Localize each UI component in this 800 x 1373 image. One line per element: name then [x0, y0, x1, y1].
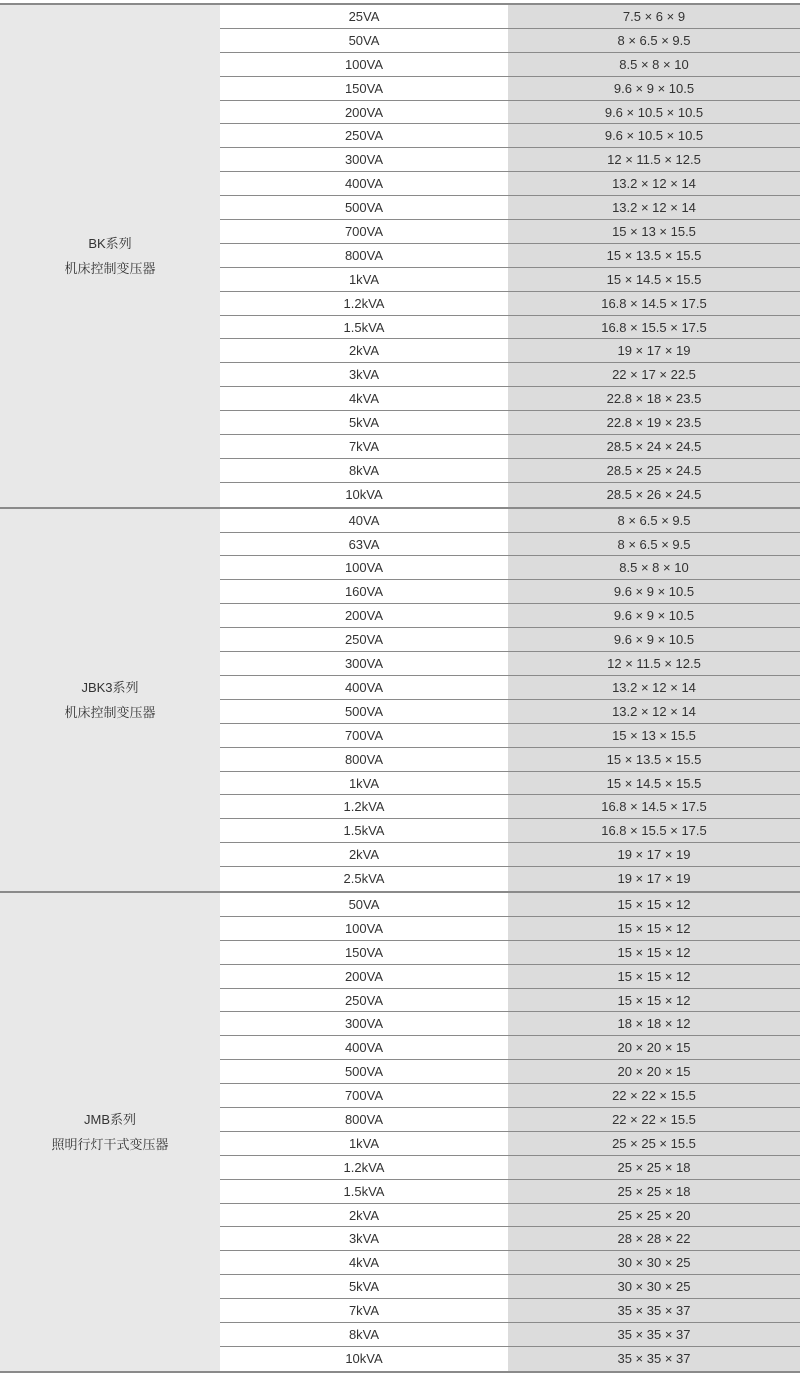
- series-label: [0, 893, 220, 1371]
- dimension-cell: 12 × 11.5 × 12.5: [508, 148, 800, 171]
- table-row: [220, 1156, 800, 1180]
- series-group: [0, 509, 800, 893]
- table-row: [220, 292, 800, 316]
- table-row: [220, 941, 800, 965]
- capacity-cell: 3kVA: [220, 363, 508, 386]
- dimension-cell: 9.6 × 10.5 × 10.5: [508, 101, 800, 124]
- table-row: [220, 652, 800, 676]
- table-row: [220, 1036, 800, 1060]
- capacity-cell: 5kVA: [220, 411, 508, 434]
- dimension-cell: 13.2 × 12 × 14: [508, 196, 800, 219]
- dimension-cell: 15 × 15 × 12: [508, 965, 800, 988]
- capacity-cell: 5kVA: [220, 1275, 508, 1298]
- dimension-cell: 16.8 × 14.5 × 17.5: [508, 795, 800, 818]
- table-row: [220, 965, 800, 989]
- table-row: [220, 604, 800, 628]
- capacity-cell: 1.2kVA: [220, 795, 508, 818]
- dimension-cell: 35 × 35 × 37: [508, 1347, 800, 1371]
- dimension-cell: 30 × 30 × 25: [508, 1275, 800, 1298]
- table-row: [220, 1012, 800, 1036]
- dimension-cell: 15 × 15 × 12: [508, 893, 800, 916]
- table-row: [220, 917, 800, 941]
- series-name: BK系列: [88, 235, 132, 251]
- dimension-cell: 35 × 35 × 37: [508, 1299, 800, 1322]
- capacity-cell: 1kVA: [220, 772, 508, 795]
- transformer-dimension-table: [0, 3, 800, 1373]
- table-row: [220, 533, 800, 557]
- dimension-cell: 25 × 25 × 15.5: [508, 1132, 800, 1155]
- table-row: [220, 1347, 800, 1371]
- dimension-cell: 7.5 × 6 × 9: [508, 5, 800, 28]
- table-row: [220, 1227, 800, 1251]
- capacity-cell: 700VA: [220, 1084, 508, 1107]
- capacity-cell: 100VA: [220, 917, 508, 940]
- dimension-cell: 15 × 15 × 12: [508, 941, 800, 964]
- table-row: [220, 819, 800, 843]
- table-row: [220, 1132, 800, 1156]
- table-row: [220, 435, 800, 459]
- dimension-cell: 9.6 × 9 × 10.5: [508, 604, 800, 627]
- dimension-cell: 15 × 14.5 × 15.5: [508, 772, 800, 795]
- dimension-cell: 15 × 13.5 × 15.5: [508, 748, 800, 771]
- table-row: [220, 363, 800, 387]
- capacity-cell: 800VA: [220, 748, 508, 771]
- dimension-cell: 16.8 × 15.5 × 17.5: [508, 316, 800, 339]
- table-row: [220, 893, 800, 917]
- dimension-cell: 9.6 × 10.5 × 10.5: [508, 124, 800, 147]
- dimension-cell: 28.5 × 26 × 24.5: [508, 483, 800, 507]
- capacity-cell: 1.5kVA: [220, 819, 508, 842]
- dimension-cell: 9.6 × 9 × 10.5: [508, 77, 800, 100]
- capacity-cell: 63VA: [220, 533, 508, 556]
- dimension-cell: 8.5 × 8 × 10: [508, 53, 800, 76]
- dimension-cell: 19 × 17 × 19: [508, 339, 800, 362]
- dimension-cell: 19 × 17 × 19: [508, 843, 800, 866]
- capacity-cell: 160VA: [220, 580, 508, 603]
- table-row: [220, 989, 800, 1013]
- dimension-cell: 15 × 13.5 × 15.5: [508, 244, 800, 267]
- table-row: [220, 411, 800, 435]
- capacity-cell: 4kVA: [220, 387, 508, 410]
- dimension-cell: 13.2 × 12 × 14: [508, 172, 800, 195]
- capacity-cell: 500VA: [220, 700, 508, 723]
- table-row: [220, 1299, 800, 1323]
- dimension-cell: 28.5 × 25 × 24.5: [508, 459, 800, 482]
- capacity-cell: 300VA: [220, 1012, 508, 1035]
- capacity-cell: 1kVA: [220, 268, 508, 291]
- capacity-cell: 50VA: [220, 29, 508, 52]
- table-row: [220, 5, 800, 29]
- dimension-cell: 8 × 6.5 × 9.5: [508, 509, 800, 532]
- capacity-cell: 700VA: [220, 220, 508, 243]
- dimension-cell: 16.8 × 14.5 × 17.5: [508, 292, 800, 315]
- table-row: [220, 1323, 800, 1347]
- dimension-cell: 22.8 × 18 × 23.5: [508, 387, 800, 410]
- dimension-cell: 12 × 11.5 × 12.5: [508, 652, 800, 675]
- dimension-cell: 8 × 6.5 × 9.5: [508, 29, 800, 52]
- table-row: [220, 867, 800, 891]
- dimension-cell: 20 × 20 × 15: [508, 1036, 800, 1059]
- capacity-cell: 40VA: [220, 509, 508, 532]
- dimension-cell: 19 × 17 × 19: [508, 867, 800, 891]
- dimension-cell: 35 × 35 × 37: [508, 1323, 800, 1346]
- table-row: [220, 459, 800, 483]
- series-rows: [220, 5, 800, 507]
- table-row: [220, 244, 800, 268]
- table-row: [220, 843, 800, 867]
- capacity-cell: 400VA: [220, 1036, 508, 1059]
- table-row: [220, 1084, 800, 1108]
- capacity-cell: 250VA: [220, 628, 508, 651]
- table-row: [220, 676, 800, 700]
- table-row: [220, 628, 800, 652]
- table-row: [220, 1108, 800, 1132]
- table-row: [220, 268, 800, 292]
- series-label: [0, 5, 220, 507]
- capacity-cell: 400VA: [220, 172, 508, 195]
- capacity-cell: 50VA: [220, 893, 508, 916]
- dimension-cell: 22.8 × 19 × 23.5: [508, 411, 800, 434]
- dimension-cell: 25 × 25 × 20: [508, 1204, 800, 1227]
- table-row: [220, 1180, 800, 1204]
- series-description: 机床控制变压器: [64, 704, 156, 720]
- capacity-cell: 25VA: [220, 5, 508, 28]
- series-description: 机床控制变压器: [64, 260, 156, 276]
- series-name: JMB系列: [83, 1111, 136, 1127]
- dimension-cell: 22 × 22 × 15.5: [508, 1108, 800, 1131]
- table-row: [220, 1204, 800, 1228]
- dimension-cell: 16.8 × 15.5 × 17.5: [508, 819, 800, 842]
- capacity-cell: 150VA: [220, 941, 508, 964]
- table-row: [220, 1275, 800, 1299]
- table-row: [220, 101, 800, 125]
- capacity-cell: 800VA: [220, 244, 508, 267]
- dimension-cell: 13.2 × 12 × 14: [508, 676, 800, 699]
- table-row: [220, 700, 800, 724]
- dimension-cell: 18 × 18 × 12: [508, 1012, 800, 1035]
- table-row: [220, 795, 800, 819]
- dimension-cell: 30 × 30 × 25: [508, 1251, 800, 1274]
- capacity-cell: 400VA: [220, 676, 508, 699]
- dimension-cell: 25 × 25 × 18: [508, 1180, 800, 1203]
- dimension-cell: 9.6 × 9 × 10.5: [508, 628, 800, 651]
- capacity-cell: 250VA: [220, 989, 508, 1012]
- capacity-cell: 500VA: [220, 1060, 508, 1083]
- capacity-cell: 1kVA: [220, 1132, 508, 1155]
- capacity-cell: 2kVA: [220, 1204, 508, 1227]
- table-row: [220, 1251, 800, 1275]
- dimension-cell: 15 × 15 × 12: [508, 989, 800, 1012]
- capacity-cell: 200VA: [220, 965, 508, 988]
- capacity-cell: 10kVA: [220, 1347, 508, 1371]
- dimension-cell: 15 × 13 × 15.5: [508, 220, 800, 243]
- series-description: 照明行灯干式变压器: [51, 1136, 169, 1152]
- series-rows: [220, 893, 800, 1371]
- series-rows: [220, 509, 800, 891]
- capacity-cell: 8kVA: [220, 459, 508, 482]
- capacity-cell: 1.5kVA: [220, 1180, 508, 1203]
- capacity-cell: 1.5kVA: [220, 316, 508, 339]
- table-row: [220, 196, 800, 220]
- capacity-cell: 8kVA: [220, 1323, 508, 1346]
- table-row: [220, 316, 800, 340]
- capacity-cell: 1.2kVA: [220, 1156, 508, 1179]
- table-row: [220, 580, 800, 604]
- table-row: [220, 387, 800, 411]
- series-group: [0, 893, 800, 1373]
- table-row: [220, 724, 800, 748]
- capacity-cell: 3kVA: [220, 1227, 508, 1250]
- table-row: [220, 339, 800, 363]
- table-row: [220, 509, 800, 533]
- capacity-cell: 200VA: [220, 101, 508, 124]
- table-row: [220, 29, 800, 53]
- capacity-cell: 300VA: [220, 148, 508, 171]
- capacity-cell: 2kVA: [220, 339, 508, 362]
- capacity-cell: 150VA: [220, 77, 508, 100]
- dimension-cell: 15 × 14.5 × 15.5: [508, 268, 800, 291]
- capacity-cell: 7kVA: [220, 435, 508, 458]
- capacity-cell: 800VA: [220, 1108, 508, 1131]
- dimension-cell: 9.6 × 9 × 10.5: [508, 580, 800, 603]
- dimension-cell: 20 × 20 × 15: [508, 1060, 800, 1083]
- capacity-cell: 7kVA: [220, 1299, 508, 1322]
- dimension-cell: 22 × 17 × 22.5: [508, 363, 800, 386]
- table-row: [220, 77, 800, 101]
- capacity-cell: 4kVA: [220, 1251, 508, 1274]
- table-row: [220, 148, 800, 172]
- table-row: [220, 172, 800, 196]
- series-name: JBK3系列: [81, 679, 139, 695]
- table-row: [220, 748, 800, 772]
- table-row: [220, 220, 800, 244]
- dimension-cell: 8 × 6.5 × 9.5: [508, 533, 800, 556]
- series-group: [0, 5, 800, 509]
- table-row: [220, 124, 800, 148]
- table-row: [220, 556, 800, 580]
- dimension-cell: 28 × 28 × 22: [508, 1227, 800, 1250]
- series-label: [0, 509, 220, 891]
- table-row: [220, 483, 800, 507]
- dimension-cell: 13.2 × 12 × 14: [508, 700, 800, 723]
- table-row: [220, 53, 800, 77]
- capacity-cell: 500VA: [220, 196, 508, 219]
- dimension-cell: 28.5 × 24 × 24.5: [508, 435, 800, 458]
- capacity-cell: 250VA: [220, 124, 508, 147]
- capacity-cell: 100VA: [220, 556, 508, 579]
- capacity-cell: 300VA: [220, 652, 508, 675]
- capacity-cell: 10kVA: [220, 483, 508, 507]
- dimension-cell: 22 × 22 × 15.5: [508, 1084, 800, 1107]
- capacity-cell: 2.5kVA: [220, 867, 508, 891]
- capacity-cell: 100VA: [220, 53, 508, 76]
- dimension-cell: 15 × 15 × 12: [508, 917, 800, 940]
- table-row: [220, 772, 800, 796]
- dimension-cell: 8.5 × 8 × 10: [508, 556, 800, 579]
- dimension-cell: 15 × 13 × 15.5: [508, 724, 800, 747]
- capacity-cell: 2kVA: [220, 843, 508, 866]
- capacity-cell: 200VA: [220, 604, 508, 627]
- capacity-cell: 700VA: [220, 724, 508, 747]
- dimension-cell: 25 × 25 × 18: [508, 1156, 800, 1179]
- table-row: [220, 1060, 800, 1084]
- capacity-cell: 1.2kVA: [220, 292, 508, 315]
